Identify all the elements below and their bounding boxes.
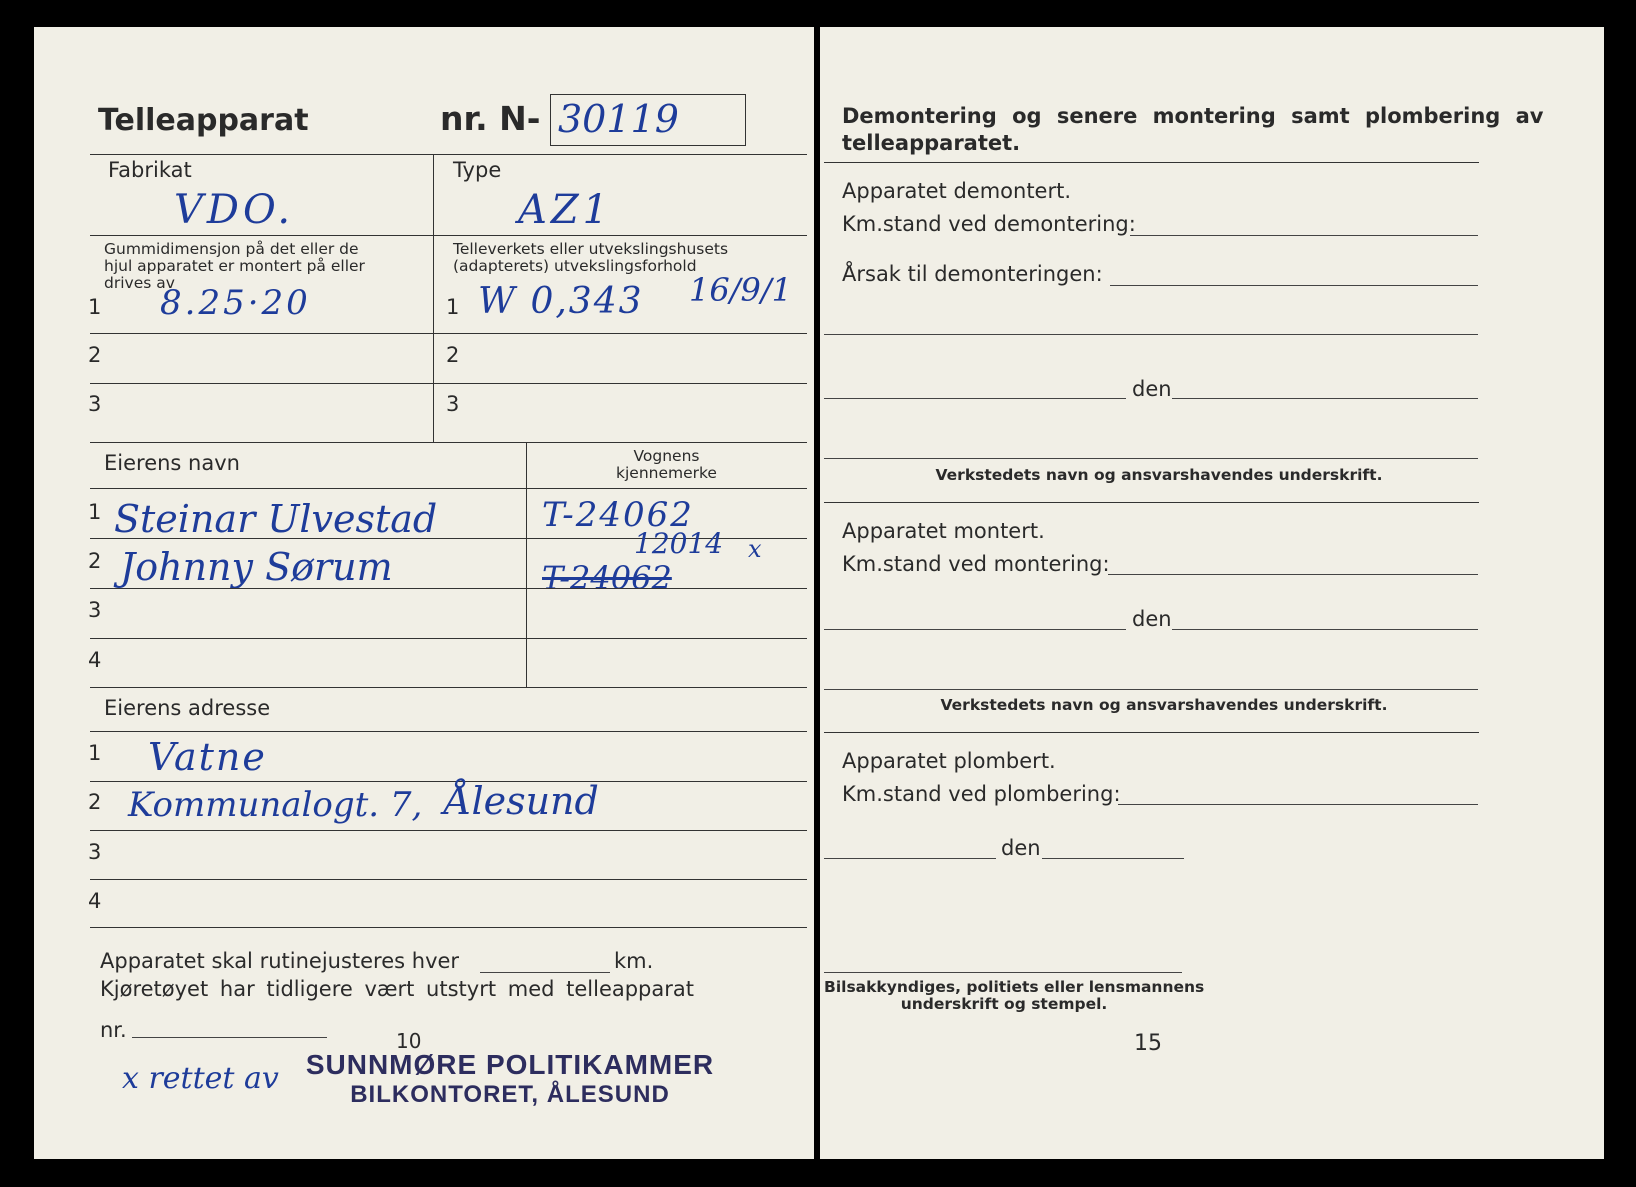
ratio-row-1-value: W 0,343 [478, 281, 644, 322]
owner-row-2-number: 2 [88, 549, 102, 573]
owner-row-2-plate: T-24062 [542, 559, 672, 597]
form-title: Telleapparat [98, 103, 309, 138]
rutine-text: Apparatet skal rutinejusteres hver [100, 949, 460, 973]
dim-row-1-value: 8.25·20 [160, 283, 311, 323]
dim-row-1-number: 1 [88, 295, 102, 319]
owner-row-2-name: Johnny Sørum [120, 545, 393, 589]
ratio-row-3-number: 3 [446, 392, 460, 416]
address-row-2-number: 2 [88, 790, 102, 814]
nr-value: 30119 [558, 97, 679, 141]
rutine-unit: km. [614, 949, 654, 973]
address-row-1-number: 1 [88, 741, 102, 765]
montert-title: Apparatet montert. [842, 519, 1045, 543]
verksted-2-label: Verkstedets navn og ansvarshavendes underskrift. [940, 696, 1388, 714]
bilsakkyndig-label: Bilsakkyndiges, politiets eller lensmannens underskrift og stempel. [824, 978, 1205, 1013]
tidligere-nr-label: nr. [100, 1018, 127, 1042]
type-value: AZ1 [518, 187, 613, 233]
arsak-label: Årsak til demonteringen: [842, 262, 1103, 286]
owner-row-2-new-plate: 12014 [634, 527, 724, 560]
den-3-label: den [1001, 836, 1041, 860]
owner-row-4-number: 4 [88, 648, 102, 672]
corrected-note: x rettet av [122, 1061, 279, 1096]
owner-row-1-plate: T-24062 [542, 495, 694, 535]
km-plombering-label: Km.stand ved plombering: [842, 782, 1121, 806]
correction-mark: x [748, 535, 762, 563]
left-page [34, 27, 814, 1159]
owner-row-1-number: 1 [88, 500, 102, 524]
telleverk-label: Telleverkets eller utvekslingshusets (adapterets) utvekslingsforhold [453, 240, 729, 275]
adresse-label: Eierens adresse [104, 696, 271, 720]
den-2-label: den [1132, 607, 1172, 631]
police-stamp: SUNNMØRE POLITIKAMMER BILKONTORET, ÅLESUND [305, 1049, 715, 1108]
address-row-3-number: 3 [88, 840, 102, 864]
left-page-number: 10 [396, 1029, 422, 1053]
right-heading: Demontering og senere montering samt plombering av telleapparatet. [842, 104, 1544, 155]
tidligere-text: Kjøretøyet har tidligere vært utstyrt med telleapparat [100, 977, 694, 1001]
address-row-1-value: Vatne [148, 735, 267, 779]
gummi-label: Gummidimensjon på det eller de hjul apparatet er montert på eller drives av [104, 240, 365, 292]
demontert-title: Apparatet demontert. [842, 179, 1072, 203]
owner-row-3-number: 3 [88, 598, 102, 622]
address-row-2-value: Kommunalogt. 7, [128, 785, 423, 825]
eier-label: Eierens navn [104, 451, 240, 475]
km-montering-label: Km.stand ved montering: [842, 552, 1110, 576]
plombert-title: Apparatet plombert. [842, 749, 1056, 773]
vognens-label: Vognens kjennemerke [616, 447, 717, 482]
verksted-1-label: Verkstedets navn og ansvarshavendes underskrift. [935, 466, 1383, 484]
fabrikat-label: Fabrikat [108, 158, 192, 182]
ratio-row-1-date: 16/9/1 [689, 271, 792, 309]
ratio-row-1-number: 1 [446, 295, 460, 319]
address-row-2-city: Ålesund [444, 779, 599, 823]
nr-label: nr. N- [440, 99, 541, 138]
fabrikat-value: VDO. [174, 187, 295, 233]
right-page-number: 15 [1134, 1031, 1162, 1056]
type-label: Type [453, 158, 502, 182]
ratio-row-2-number: 2 [446, 343, 460, 367]
dim-row-3-number: 3 [88, 392, 102, 416]
owner-row-1-name: Steinar Ulvestad [114, 497, 438, 541]
dim-row-2-number: 2 [88, 343, 102, 367]
den-1-label: den [1132, 377, 1172, 401]
right-page [820, 27, 1604, 1159]
km-demontering-label: Km.stand ved demontering: [842, 212, 1136, 236]
address-row-4-number: 4 [88, 889, 102, 913]
